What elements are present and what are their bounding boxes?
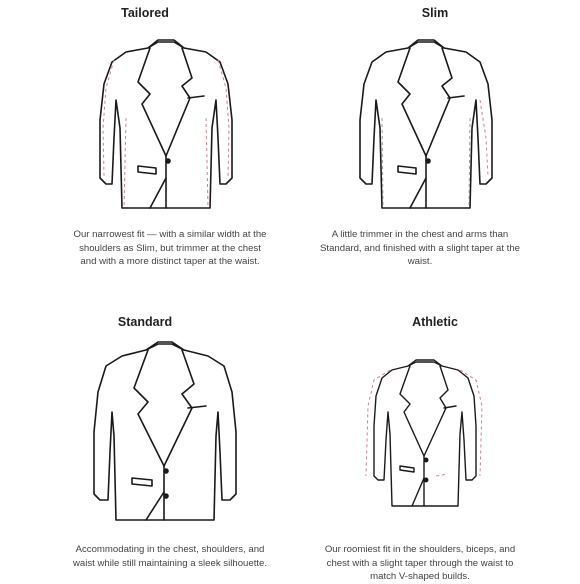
fit-card-athletic bbox=[290, 290, 580, 583]
fit-title: Athletic bbox=[412, 315, 458, 329]
fit-description: Accommodating in the chest, shoulders, and waist while still maintaining a sleek silhouette. bbox=[72, 544, 268, 569]
athletic-jacket-icon bbox=[290, 336, 580, 526]
fit-title: Tailored bbox=[121, 6, 169, 20]
fit-description: Our narrowest fit — with a similar width at the shoulders as Slim, but trimmer at the chest and with a more distinct taper at the waist. bbox=[73, 229, 267, 268]
fit-description: Our roomiest fit in the shoulders, biceps, and chest with a slight taper through the waist to match V-shaped builds. bbox=[324, 544, 516, 583]
standard-jacket-icon bbox=[0, 336, 290, 526]
fit-card-tailored bbox=[0, 0, 290, 290]
fit-description: A little trimmer in the chest and arms than Standard, and finished with a slight taper at the waist. bbox=[320, 229, 520, 268]
tailored-jacket-icon bbox=[0, 28, 290, 218]
fit-title: Slim bbox=[421, 6, 449, 20]
fit-card-slim bbox=[290, 0, 580, 290]
fit-title: Standard bbox=[117, 315, 173, 329]
fit-card-standard bbox=[0, 290, 290, 580]
slim-jacket-icon bbox=[290, 28, 580, 218]
